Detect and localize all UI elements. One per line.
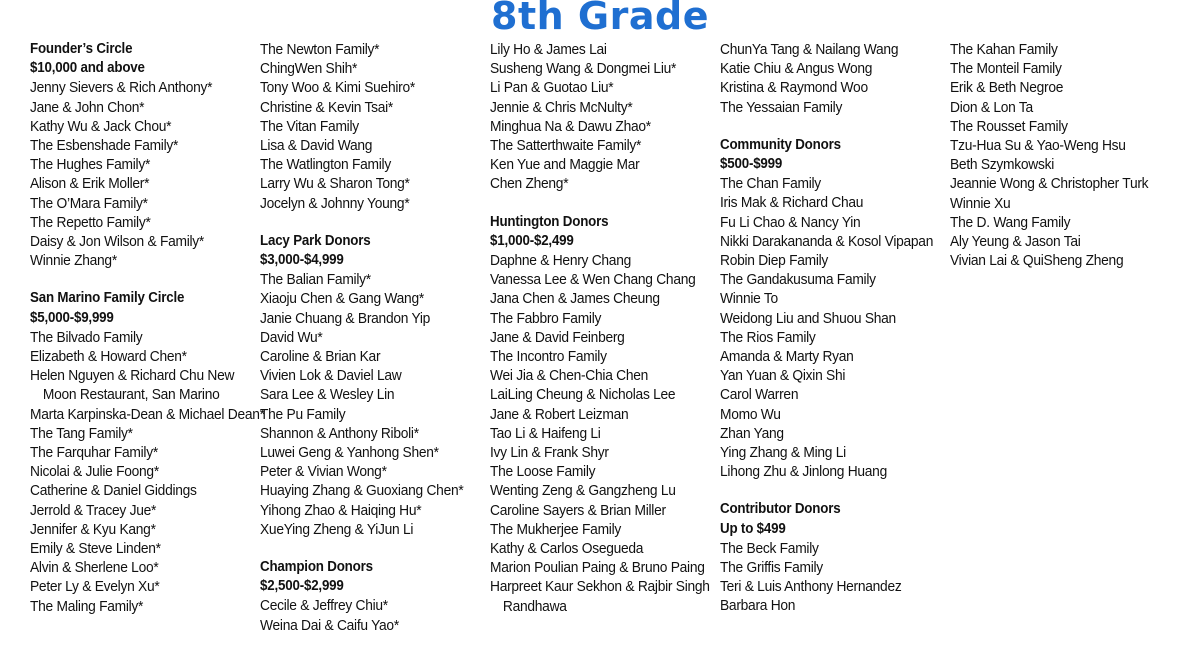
donor-entry: Shannon & Anthony Riboli* (260, 424, 419, 442)
donor-entry: The Vitan Family (260, 117, 359, 135)
donor-entry: The Yessaian Family (720, 98, 843, 116)
donor-group-title: Lacy Park Donors (260, 232, 371, 249)
donor-entry: The Balian Family* (260, 271, 371, 289)
donor-entry: Jana Chen & James Cheung (490, 290, 660, 308)
donor-entry: Ivy Lin & Frank Shyr (490, 444, 609, 462)
donor-entry: The O’Mara Family* (30, 194, 148, 212)
donor-entry: Harpreet Kaur Sekhon & Rajbir Singh Randhawa (490, 578, 710, 615)
donor-entry: Li Pan & Guotao Liu* (490, 79, 614, 97)
donor-entry: Lily Ho & James Lai (490, 41, 607, 58)
donor-group-title: Founder’s Circle (30, 41, 133, 57)
donor-entry: LaiLing Cheung & Nicholas Lee (490, 386, 676, 404)
donor-entry: The Repetto Family* (30, 213, 151, 231)
donor-group-title: Huntington Donors (490, 213, 609, 230)
donor-entry: Vivian Lai & QuiSheng Zheng (950, 252, 1124, 270)
donor-group (720, 500, 945, 615)
donor-entry: Marion Poulian Paing & Bruno Paing (490, 559, 705, 577)
donor-entry: Susheng Wang & Dongmei Liu* (490, 60, 677, 78)
donor-entry: The Kahan Family (950, 41, 1058, 58)
donor-entry: ChingWen Shih* (260, 60, 358, 78)
donor-entry: Aly Yeung & Jason Tai (950, 233, 1081, 251)
donor-entry: Luwei Geng & Yanhong Shen* (260, 444, 439, 462)
donor-entry: Robin Diep Family (720, 252, 829, 270)
donor-entry: Zhan Yang (720, 424, 784, 442)
donor-group (720, 136, 945, 482)
donor-group (950, 40, 1175, 270)
donor-entry: Teri & Luis Anthony Hernandez (720, 578, 902, 596)
donor-entry: Tao Li & Haifeng Li (490, 424, 601, 442)
donor-group (260, 232, 485, 539)
donor-entry: The Rousset Family (950, 117, 1068, 135)
donor-group (720, 40, 945, 117)
donor-entry: The Satterthwaite Family* (490, 137, 642, 155)
donor-column (260, 40, 485, 654)
donor-entry: Minghua Na & Dawu Zhao* (490, 117, 651, 135)
donor-entry: Momo Wu (720, 405, 781, 423)
donor-entry: Daisy & Jon Wilson & Family* (30, 233, 205, 251)
donor-entry: Peter Ly & Evelyn Xu* (30, 578, 160, 596)
donor-group (490, 40, 715, 194)
donor-group-range: $1,000-$2,499 (490, 232, 574, 249)
donor-entry: Xiaoju Chen & Gang Wang* (260, 290, 424, 308)
donor-entry: The Monteil Family (950, 60, 1062, 78)
donor-entry: Carol Warren (720, 386, 799, 404)
donor-entry: Lisa & David Wang (260, 137, 373, 155)
donor-entry: Jennie & Chris McNulty* (490, 98, 633, 116)
donor-entry: Dion & Lon Ta (950, 98, 1033, 116)
donor-entry: Weina Dai & Caifu Yao* (260, 616, 399, 634)
donor-entry: Peter & Vivian Wong* (260, 463, 387, 481)
donor-entry: The Rios Family (720, 328, 816, 346)
donor-entry: Jennifer & Kyu Kang* (30, 520, 156, 538)
donor-entry: The Esbenshade Family* (30, 137, 179, 155)
donor-group-range: $2,500-$2,999 (260, 578, 344, 595)
donor-entry: Barbara Hon (720, 597, 796, 615)
page-title: 8th Grade (491, 0, 709, 38)
donor-group-title: Champion Donors (260, 559, 373, 576)
donor-entry: XueYing Zheng & YiJun Li (260, 520, 414, 538)
donor-entry: Katie Chiu & Angus Wong (720, 60, 873, 78)
donor-entry: Tzu-Hua Su & Yao-Weng Hsu (950, 137, 1126, 155)
donor-entry: David Wu* (260, 328, 323, 346)
donor-column (720, 40, 945, 635)
donor-entry: Alvin & Sherlene Loo* (30, 559, 159, 577)
donor-entry: Lihong Zhu & Jinlong Huang (720, 463, 887, 481)
donor-group-title: Community Donors (720, 136, 841, 153)
donor-entry: Beth Szymkowski (950, 156, 1055, 174)
donor-entry: Christine & Kevin Tsai* (260, 98, 393, 116)
donor-entry: Marta Karpinska-Dean & Michael Dean* (30, 405, 265, 423)
donor-entry: Nicolai & Julie Foong* (30, 463, 159, 481)
donor-entry: Caroline & Brian Kar (260, 348, 381, 366)
donor-entry: Kathy Wu & Jack Chou* (30, 117, 172, 135)
donor-entry: Jocelyn & Johnny Young* (260, 194, 410, 212)
donor-entry: The Mukherjee Family (490, 520, 621, 538)
donor-group (30, 40, 255, 270)
donor-entry: The Farquhar Family* (30, 444, 158, 462)
donor-entry: Ying Zhang & Ming Li (720, 444, 846, 462)
donor-group (260, 40, 485, 213)
donor-entry: Amanda & Marty Ryan (720, 348, 854, 366)
donor-entry: Helen Nguyen & Richard Chu New Moon Restaurant, San Marino (30, 367, 235, 404)
donor-entry: Jeannie Wong & Christopher Turk (950, 175, 1149, 193)
donor-entry: Jane & John Chon* (30, 98, 145, 116)
donor-entry: Janie Chuang & Brandon Yip (260, 309, 431, 327)
donor-entry: Chen Zheng* (490, 175, 569, 193)
donor-entry: The D. Wang Family (950, 213, 1071, 231)
donor-entry: Vanessa Lee & Wen Chang Chang (490, 271, 696, 289)
donor-entry: The Pu Family (260, 405, 346, 423)
donor-entry: Daphne & Henry Chang (490, 252, 632, 270)
donor-entry: The Chan Family (720, 175, 821, 193)
donor-entry: The Maling Family* (30, 597, 144, 615)
donor-group-range: $3,000-$4,999 (260, 252, 344, 269)
donor-group-range: $500-$999 (720, 156, 783, 173)
donor-entry: Emily & Steve Linden* (30, 540, 161, 558)
donor-entry: Catherine & Daniel Giddings (30, 482, 197, 500)
donor-entry: Wei Jia & Chen-Chia Chen (490, 367, 649, 385)
donor-entry: Winnie Xu (950, 194, 1011, 212)
donor-entry: Caroline Sayers & Brian Miller (490, 501, 666, 519)
donor-group (30, 289, 265, 615)
donor-column (30, 40, 265, 635)
donor-column (490, 40, 715, 635)
donor-entry: Vivien Lok & Daviel Law (260, 367, 402, 385)
donor-entry: The Gandakusuma Family (720, 271, 876, 289)
donor-entry: Fu Li Chao & Nancy Yin (720, 213, 861, 231)
donor-entry: Cecile & Jeffrey Chiu* (260, 597, 388, 615)
donor-entry: The Beck Family (720, 539, 819, 557)
donor-entry: The Watlington Family (260, 156, 391, 174)
donor-entry: Yan Yuan & Qixin Shi (720, 367, 846, 385)
donor-entry: Erik & Beth Negroe (950, 79, 1064, 97)
donor-entry: Jenny Sievers & Rich Anthony* (30, 79, 213, 97)
donor-entry: Wenting Zeng & Gangzheng Lu (490, 482, 676, 500)
donor-entry: Weidong Liu and Shuou Shan (720, 309, 896, 327)
donor-entry: Ken Yue and Maggie Mar (490, 156, 640, 174)
donor-group-title: San Marino Family Circle (30, 290, 185, 307)
donor-entry: ChunYa Tang & Nailang Wang (720, 41, 899, 58)
donor-entry: Elizabeth & Howard Chen* (30, 348, 187, 366)
donor-entry: Jane & Robert Leizman (490, 405, 629, 423)
donor-group-range: $10,000 and above (30, 60, 145, 77)
donor-entry: Alison & Erik Moller* (30, 175, 150, 193)
donor-entry: Kristina & Raymond Woo (720, 79, 868, 97)
donor-entry: The Tang Family* (30, 424, 133, 442)
donor-entry: Larry Wu & Sharon Tong* (260, 175, 410, 193)
donor-entry: Jane & David Feinberg (490, 328, 625, 346)
donor-group-range: Up to $499 (720, 520, 786, 537)
donor-entry: Kathy & Carlos Osegueda (490, 540, 644, 558)
donor-group-range: $5,000-$9,999 (30, 309, 114, 326)
donor-entry: The Griffis Family (720, 559, 823, 577)
donor-entry: Nikki Darakananda & Kosol Vipapan (720, 232, 934, 250)
donor-group-title: Contributor Donors (720, 501, 841, 518)
donor-entry: Winnie To (720, 290, 778, 308)
donor-entry: The Hughes Family* (30, 156, 151, 174)
donor-group (490, 213, 715, 616)
donor-entry: The Newton Family* (260, 41, 380, 58)
donor-entry: The Loose Family (490, 463, 596, 481)
donor-entry: The Bilvado Family (30, 328, 143, 346)
donor-column (950, 40, 1175, 289)
donor-group (260, 558, 485, 635)
donor-entry: Huaying Zhang & Guoxiang Chen* (260, 482, 464, 500)
donor-entry: The Fabbro Family (490, 309, 602, 327)
donor-entry: Yihong Zhao & Haiqing Hu* (260, 501, 422, 519)
donor-entry: Winnie Zhang* (30, 252, 117, 270)
donor-entry: Sara Lee & Wesley Lin (260, 386, 395, 404)
donor-entry: Iris Mak & Richard Chau (720, 194, 864, 212)
donor-entry: Tony Woo & Kimi Suehiro* (260, 79, 415, 97)
donor-entry: Jerrold & Tracey Jue* (30, 501, 157, 519)
donor-entry: The Incontro Family (490, 348, 607, 366)
